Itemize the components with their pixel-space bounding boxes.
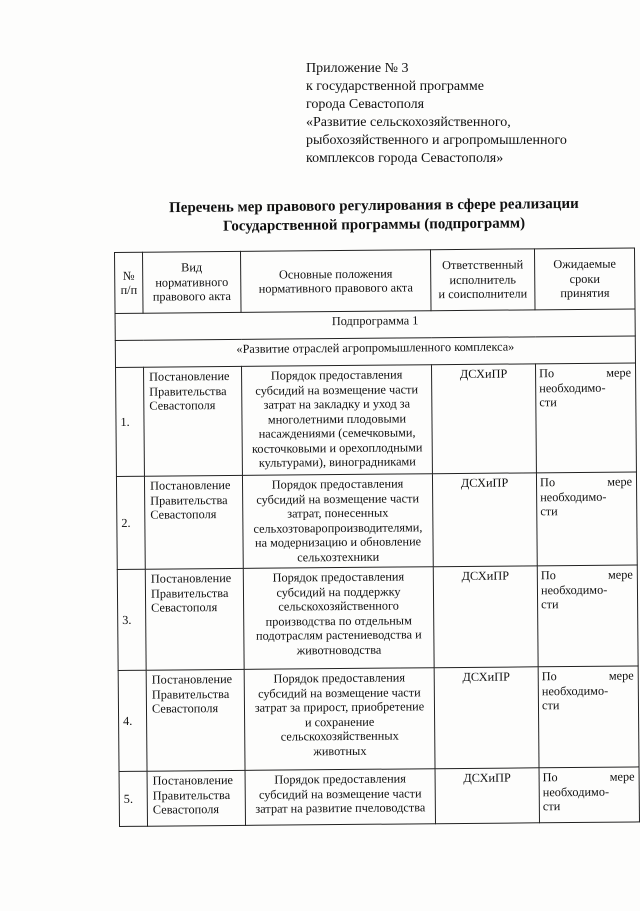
term-word: мере (607, 567, 633, 582)
term-word: По (540, 568, 556, 583)
header-num: № п/п (115, 252, 144, 313)
provision-line: животных (313, 743, 367, 758)
appendix-line: комплексов города Севастополя» (306, 151, 504, 166)
provision-line: сельскохозяйственных (280, 728, 399, 744)
provision-line: Порядок предоставления (274, 771, 406, 787)
appendix-line: «Развитие сельскохозяйственного, (306, 115, 511, 130)
appendix-header (306, 60, 626, 168)
term-line: необходимо- (540, 582, 608, 597)
expected-term (539, 767, 639, 823)
act-type-line: Севастополя (150, 507, 217, 522)
provision-line: культурами), виноградниками (258, 454, 416, 470)
provision-line: и сохранение (304, 714, 375, 729)
act-type-line: Севастополя (151, 600, 218, 615)
provision-line: на модернизацию и обновление (254, 534, 422, 550)
act-type (147, 770, 245, 826)
provision-line: Порядок предоставления (273, 670, 406, 686)
term-line: сти (540, 504, 558, 519)
table-row (116, 472, 637, 570)
row-number: 1. (116, 367, 145, 476)
act-provisions (242, 365, 433, 476)
term-first-line (540, 474, 632, 489)
act-type (146, 669, 245, 771)
regulations-table (114, 247, 640, 827)
act-type-line: Правительства (150, 585, 229, 601)
title-line-2: Государственной программы (подпрограмм) (223, 215, 526, 235)
row-number: 5. (119, 771, 147, 826)
responsible-executor: ДСХиПР (435, 768, 539, 824)
provision-line: субсидий на поддержку (276, 584, 401, 600)
appendix-line: к государственной программе (306, 79, 484, 94)
term-word: мере (609, 769, 635, 784)
provision-line: субсидий на возмещение части (255, 381, 419, 398)
provision-line: Порядок предоставления (271, 476, 404, 492)
expected-term (535, 363, 636, 473)
provision-line: субсидий на возмещение части (257, 684, 421, 701)
act-type-line: Постановление (152, 772, 234, 788)
term-first-line (539, 365, 631, 380)
expected-term (538, 666, 639, 768)
term-first-line (542, 668, 634, 683)
expected-term (536, 472, 637, 566)
term-line: необходимо- (541, 683, 609, 698)
provision-line: многолетними плодовыми (267, 410, 407, 427)
expected-term (537, 565, 638, 667)
act-type-line: Правительства (151, 686, 230, 702)
term-line: необходимо- (539, 380, 606, 395)
row-number: 3. (117, 569, 146, 670)
provision-line: сельхозтехники (297, 549, 380, 564)
table-row (119, 767, 639, 827)
provision-line: Порядок предоставления (272, 569, 405, 585)
term-word: По (539, 475, 556, 490)
document-title (100, 194, 640, 238)
title-line-1: Перечень мер правового регулирования в сфере реализации (169, 195, 579, 217)
provision-line: затрат на закладку и уход за (263, 396, 411, 412)
term-word: По (539, 366, 555, 381)
act-type-line: Севастополя (149, 398, 216, 413)
header-terms: Ожидаемые сроки принятия (534, 248, 635, 310)
act-provisions (242, 474, 433, 569)
act-type-line: Правительства (149, 383, 227, 399)
act-type-line: Севастополя (151, 701, 219, 716)
responsible-executor: ДСХиПР (434, 667, 539, 769)
term-line: сти (542, 799, 561, 814)
provision-line: подотраслям растениеводства и (255, 627, 422, 643)
header-responsible: Ответственный исполнитель и соисполнители (430, 249, 535, 311)
act-type-line: Правительства (150, 492, 228, 508)
provision-line: сельскохозяйственного (278, 598, 399, 614)
term-word: мере (607, 474, 633, 489)
header-type: Вид нормативного правового акта (143, 251, 242, 313)
act-type-line: Постановление (149, 477, 231, 493)
term-first-line (543, 769, 635, 784)
act-type (144, 366, 243, 476)
provision-line: затрат, понесенных (287, 505, 389, 521)
header-provisions: Основные положения нормативного правового акта (240, 250, 431, 313)
row-number: 2. (116, 476, 145, 569)
table-body (116, 363, 640, 827)
act-type (145, 568, 244, 670)
term-word: По (542, 770, 558, 785)
provision-line: субсидий на возмещение части (258, 785, 422, 802)
term-line: сти (539, 395, 557, 410)
provision-line: животноводства (296, 642, 382, 657)
provision-line: затрат за прирост, приобретение (254, 699, 425, 715)
act-provisions (245, 769, 435, 826)
provision-line: производства по отдельным (265, 612, 412, 629)
act-type-line: Правительства (152, 787, 231, 803)
table-row (118, 666, 639, 772)
appendix-line: города Севастополя (306, 97, 425, 112)
responsible-executor: ДСХиПР (432, 473, 537, 567)
term-line: необходимо- (540, 489, 607, 504)
subprogram-name: «Развитие отраслей агропромышленного комплекса» (115, 336, 635, 368)
responsible-executor: ДСХиПР (431, 364, 536, 474)
table-row (117, 565, 638, 671)
act-type-line: Постановление (149, 368, 230, 384)
term-line: необходимо- (542, 784, 610, 799)
provision-line: субсидий на возмещение части (256, 490, 420, 507)
provision-line: сельхозтоваропроизводителями, (253, 519, 423, 536)
table-header-row (115, 248, 636, 314)
provision-line: затрат на развитие пчеловодства (255, 800, 426, 816)
term-word: мере (606, 365, 632, 380)
row-number: 4. (118, 670, 147, 771)
provision-line: насаждениями (семечковыми, (258, 425, 416, 441)
act-provisions (243, 567, 434, 670)
act-type-line: Постановление (150, 570, 232, 586)
table-row (116, 363, 637, 477)
appendix-line: Приложение № 3 (306, 61, 409, 76)
term-line: сти (541, 597, 559, 612)
term-word: По (541, 669, 557, 684)
provision-line: косточковыми и орехоплодными (251, 439, 423, 456)
term-word: мере (608, 668, 634, 683)
provision-line: Порядок предоставления (270, 367, 403, 383)
act-type-line: Постановление (151, 671, 233, 687)
responsible-executor: ДСХиПР (433, 566, 538, 668)
act-type-line: Севастополя (152, 802, 220, 817)
act-type (144, 475, 243, 569)
act-provisions (244, 668, 435, 771)
subprogram-title: Подпрограмма 1 (115, 309, 635, 341)
term-first-line (541, 567, 633, 582)
term-line: сти (541, 698, 560, 713)
appendix-line: рыбохозяйственного и агропромышленного (306, 133, 567, 148)
